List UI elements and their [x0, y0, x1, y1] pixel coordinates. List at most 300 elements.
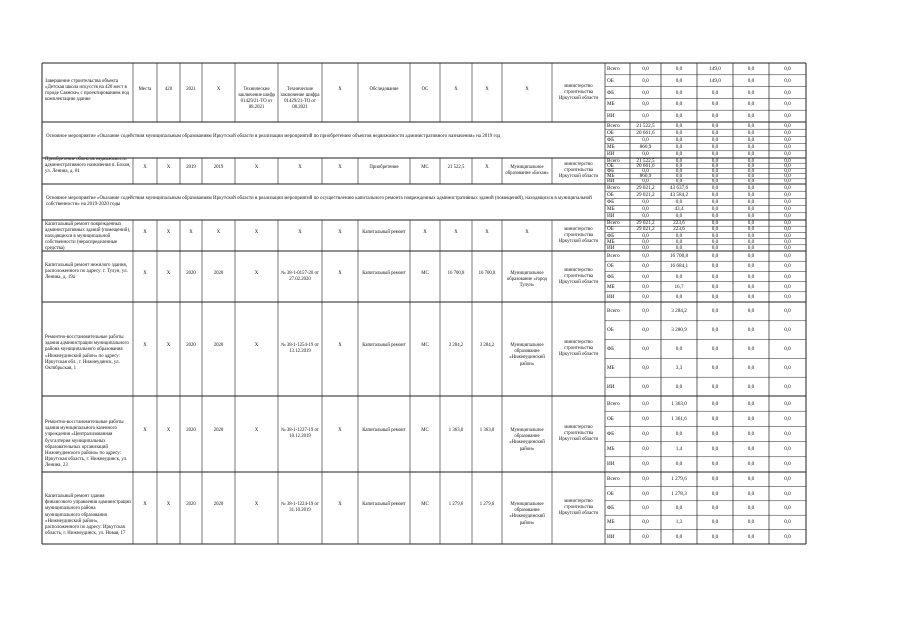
fin-label: ОБ — [607, 327, 614, 334]
fin-value: 0,0 — [747, 206, 755, 213]
fin-label: МБ — [607, 364, 615, 371]
fin-value: 0,0 — [747, 253, 755, 260]
fin-value: 0,0 — [642, 476, 649, 483]
fin-value: 0,0 — [642, 244, 649, 251]
attribute-cell: Муниципальное образование «Нижнеудинский район» — [509, 343, 545, 367]
fin-value: 0,0 — [675, 65, 683, 72]
attribute-cell: Х — [338, 343, 342, 348]
fin-value: 0,0 — [784, 519, 791, 526]
attribute-cell: Х — [216, 229, 221, 235]
attribute-cell: Х — [298, 165, 302, 170]
fin-value: 0,0 — [711, 184, 719, 191]
fin-value: 223,6 — [673, 226, 685, 233]
fin-value: 29 021,2 — [636, 184, 655, 191]
attribute-cell: Капитальный ремонт — [362, 343, 406, 348]
attribute-cell: Х — [166, 165, 171, 170]
attribute-cell: Х — [338, 86, 342, 92]
attribute-cell: Х — [254, 270, 259, 276]
fin-value: 0,0 — [675, 122, 683, 129]
attribute-cell: МС — [421, 502, 429, 507]
attribute-cell: Х — [423, 229, 427, 235]
fin-value: 0,0 — [784, 226, 791, 233]
attribute-cell: 1 279,6 — [479, 502, 495, 507]
attribute-cell: № 38-1-0157-20 от 27.02.2020 — [281, 270, 319, 282]
attribute-cell: № 38-1-1254-19 от 13.12.2019 — [281, 343, 319, 355]
fin-label: ОБ — [607, 129, 614, 136]
fin-value: 0,0 — [747, 157, 755, 164]
fin-value: 0,0 — [747, 238, 755, 245]
fin-value: 0,0 — [784, 308, 791, 315]
ministry-cell: министерство строительства Иркутской области — [558, 162, 599, 180]
fin-value: 0,0 — [675, 383, 683, 390]
fin-value: 0,0 — [784, 232, 791, 239]
attribute-cell: 2020 — [186, 428, 196, 433]
fin-value: 0,0 — [675, 151, 683, 158]
fin-value: 0,0 — [784, 173, 791, 180]
fin-value: 1,4 — [675, 446, 683, 453]
fin-value: 0,0 — [642, 505, 649, 511]
fin-value: 0,0 — [711, 101, 719, 108]
fin-value: 0,0 — [784, 213, 791, 220]
attribute-cell: 2019 — [186, 165, 196, 170]
attribute-cell: № 38-1-1237-19 от 10.12.2019 — [281, 428, 319, 440]
fin-value: 0,0 — [784, 273, 791, 280]
fin-value: 0,0 — [642, 446, 649, 453]
fin-value: 0,0 — [747, 199, 755, 205]
fin-value: 0,0 — [711, 273, 719, 280]
attribute-cell: МС — [421, 165, 429, 170]
fin-value: 0,0 — [784, 238, 791, 245]
fin-value: 0,0 — [675, 101, 683, 108]
fin-value: 0,0 — [675, 505, 683, 511]
fin-value: 0,0 — [747, 364, 755, 371]
attribute-cell: МС — [421, 270, 429, 276]
attribute-cell: 2019 — [213, 165, 224, 170]
fin-value: 0,0 — [642, 199, 649, 205]
fin-value: 0,0 — [711, 476, 719, 483]
fin-value: 0,0 — [784, 157, 791, 164]
fin-value: 0,0 — [675, 173, 683, 180]
fin-value: 0,0 — [784, 461, 791, 468]
attribute-cell: Х — [485, 229, 489, 235]
fin-value: 0,0 — [675, 89, 683, 96]
attribute-cell: 2020 — [213, 343, 224, 348]
fin-value: 0,0 — [747, 77, 755, 84]
fin-value: 0,0 — [711, 220, 719, 227]
fin-value: 0,0 — [711, 213, 719, 220]
fin-value: 0,0 — [711, 226, 719, 233]
fin-label: ОБ — [607, 226, 614, 233]
ministry-cell: министерство строительства Иркутской области — [558, 340, 599, 358]
fin-value: 0,0 — [642, 263, 649, 270]
fin-value: 860,9 — [639, 173, 652, 180]
fin-value: 0,0 — [784, 184, 791, 191]
fin-value: 0,0 — [747, 273, 755, 280]
fin-label: МБ — [607, 238, 615, 245]
ministry-cell: министерство строительства Иркутской области — [558, 226, 599, 244]
fin-value: 0,0 — [784, 244, 791, 251]
fin-value: 0,0 — [747, 220, 755, 227]
fin-value: 0,0 — [711, 400, 719, 407]
attribute-cell: 16 700,8 — [478, 270, 496, 276]
fin-value: 20 661,6 — [636, 129, 655, 136]
fin-value: 0,0 — [784, 431, 791, 437]
fin-value: 0,0 — [642, 77, 649, 84]
fin-label: ФБ — [607, 168, 615, 174]
attribute-cell: 1 363,0 — [448, 428, 464, 433]
fin-value: 149,0 — [709, 77, 721, 84]
fin-label: МБ — [607, 144, 615, 151]
fin-value: 0,0 — [675, 129, 683, 136]
fin-value: 0,0 — [747, 519, 755, 526]
fin-value: 0,0 — [784, 346, 791, 352]
fin-value: 0,0 — [784, 89, 791, 96]
fin-value: 0,0 — [711, 137, 719, 143]
fin-value: 0,0 — [711, 263, 719, 270]
attribute-cell: Х — [216, 86, 221, 92]
fin-label: МБ — [607, 283, 615, 290]
fin-value: 0,0 — [642, 308, 649, 315]
fin-value: 0,0 — [711, 122, 719, 129]
fin-value: 0,0 — [642, 533, 649, 540]
fin-value: 16 684,1 — [669, 263, 689, 270]
fin-label: МБ — [607, 519, 615, 526]
fin-value: 21 522,5 — [636, 157, 655, 164]
fin-value: 16 700,8 — [669, 253, 689, 260]
fin-value: 0,0 — [747, 446, 755, 453]
object-name: Приобретение объектов недвижимости административного назначения п. Бохан, ул. Ленина, д. 81 — [45, 157, 131, 175]
fin-value: 1 278,3 — [671, 490, 687, 497]
fin-value: 43,4 — [674, 206, 684, 213]
fin-value: 0,0 — [675, 461, 683, 468]
fin-value: 0,0 — [784, 476, 791, 483]
fin-value: 0,0 — [642, 65, 649, 72]
fin-value: 0,0 — [642, 327, 649, 334]
fin-value: 0,0 — [642, 283, 649, 290]
object-name: Капитальный ремонт поврежденных административных зданий (помещений), находящихся в муниципальной собственности (нераспределенные средства) — [45, 221, 131, 252]
fin-value: 21 522,5 — [636, 122, 655, 129]
fin-value: 0,0 — [711, 191, 719, 198]
fin-value: 0,0 — [642, 232, 649, 239]
attribute-cell: 3 284,2 — [479, 343, 495, 348]
attribute-cell: 3 284,2 — [448, 343, 464, 348]
fin-value: 0,0 — [747, 113, 755, 120]
fin-label: Всего — [607, 253, 620, 260]
fin-value: 0,0 — [784, 113, 791, 120]
fin-value: 0,0 — [711, 346, 719, 352]
fin-value: 0,0 — [675, 77, 683, 84]
fin-value: 0,0 — [747, 415, 755, 422]
attribute-cell: 2020 — [213, 270, 224, 276]
object-name: Завершение строительства объекта «Детская школа искусств на 420 мест в городе Саянске» с проектированием под комплектацию здание — [45, 78, 130, 103]
fin-value: 0,0 — [642, 101, 649, 108]
fin-value: 0,0 — [711, 113, 719, 120]
fin-value: 0,0 — [711, 364, 719, 371]
ministry-cell: министерство строительства Иркутской области — [558, 499, 599, 517]
attribute-cell: 2020 — [186, 343, 196, 348]
fin-value: 0,0 — [747, 137, 755, 143]
fin-value: 0,0 — [747, 431, 755, 437]
fin-value: 0,0 — [711, 168, 719, 174]
fin-value: 0,0 — [642, 238, 649, 245]
attribute-cell: Х — [338, 270, 342, 276]
attribute-cell: Х — [143, 229, 147, 235]
attribute-cell: МС — [421, 428, 429, 433]
fin-value: 0,0 — [642, 137, 649, 143]
object-name: Ремонтно-восстановительные работы здания администрации муниципального района муниципального образования «Нижнеудинский район» по адресу: Иркутская обл., г. Нижнеудинск, ул. Октябрьская, 1 — [45, 335, 129, 372]
fin-label: ИИ — [607, 461, 615, 468]
fin-value: 0,0 — [642, 383, 649, 390]
fin-value: 0,0 — [784, 168, 791, 174]
attribute-cell: 2020 — [213, 428, 224, 433]
object-name: Ремонтно-восстановительные работы здания муниципального казенного учреждения «Централизованная бухгалтерия муниципальных образовательных организаций Нижнеудинского района» по адресу: Иркутская область, г. Нижнеудинск, ул. Ленина, 23 — [45, 420, 128, 469]
fin-value: 3 280,9 — [671, 327, 687, 334]
attribute-cell: Х — [298, 229, 302, 235]
fin-value: 0,0 — [784, 129, 791, 136]
fin-label: ОБ — [607, 162, 614, 169]
attribute-cell: Х — [143, 165, 147, 170]
attribute-cell: Х — [166, 502, 171, 507]
fin-value: 0,0 — [711, 446, 719, 453]
fin-label: МБ — [607, 173, 615, 180]
fin-value: 0,0 — [747, 346, 755, 352]
attribute-cell: Муниципальное образование «Нижнеудинский район» — [509, 502, 545, 526]
fin-value: 0,0 — [675, 244, 683, 251]
fin-value: 0,0 — [711, 89, 719, 96]
fin-label: Всего — [607, 476, 620, 483]
attribute-cell: 1 279,6 — [448, 502, 464, 507]
fin-value: 0,0 — [675, 431, 683, 437]
attribute-cell: Места — [138, 86, 152, 92]
fin-value: 0,0 — [784, 505, 791, 511]
attribute-cell: Х — [189, 229, 193, 235]
fin-value: 0,0 — [711, 162, 719, 169]
fin-value: 0,0 — [675, 346, 683, 352]
fin-value: 29 021,2 — [636, 191, 655, 198]
attribute-cell: № 38-1-1224-19 от 31.10.2019 — [281, 502, 319, 514]
attribute-cell: Х — [525, 229, 529, 235]
fin-value: 0,0 — [711, 253, 719, 260]
fin-value: 0,0 — [784, 446, 791, 453]
attribute-cell: Х — [485, 165, 489, 170]
attribute-cell: Х — [338, 165, 342, 170]
fin-value: 0,0 — [711, 490, 719, 497]
fin-label: МБ — [607, 206, 615, 213]
fin-value: 0,0 — [784, 293, 791, 300]
fin-label: Всего — [607, 308, 620, 315]
fin-value: 0,0 — [784, 144, 791, 151]
fin-label: ИИ — [607, 113, 615, 120]
fin-value: 3,3 — [675, 364, 683, 371]
fin-label: ИИ — [607, 533, 615, 540]
fin-value: 0,0 — [642, 346, 649, 352]
fin-label: ИИ — [607, 244, 615, 251]
attribute-cell: Х — [166, 343, 171, 348]
attribute-cell: Х — [485, 86, 489, 92]
fin-label: ОБ — [607, 191, 614, 198]
attribute-cell: Муниципальное образование «Нижнеудинский район» — [509, 428, 545, 452]
object-name: Капитальный ремонт нежилого здания, расположенного по адресу: г. Тулун, ул. Ленина, д. 19а — [45, 262, 128, 280]
attribute-cell: Приобретение — [369, 165, 399, 170]
fin-label: Всего — [607, 184, 620, 191]
fin-value: 0,0 — [711, 178, 719, 185]
fin-value: 0,0 — [642, 519, 649, 526]
attribute-cell: Муниципальное образование «город Тулун» — [506, 270, 548, 288]
fin-value: 0,0 — [747, 129, 755, 136]
fin-value: 0,0 — [711, 327, 719, 334]
fin-label: ФБ — [607, 431, 615, 437]
fin-value: 0,0 — [642, 206, 649, 213]
fin-value: 0,0 — [711, 308, 719, 315]
attribute-cell: ОС — [421, 86, 429, 92]
fin-value: 0,0 — [784, 101, 791, 108]
fin-label: ФБ — [607, 89, 615, 96]
ministry-cell: министерство строительства Иркутской области — [558, 83, 599, 101]
fin-value: 0,0 — [675, 199, 683, 205]
fin-value: 0,0 — [642, 490, 649, 497]
fin-value: 0,0 — [747, 293, 755, 300]
section-heading: Основное мероприятие «Оказание содействия муниципальным образованиям Иркутской области в реализации мероприятий по осуществлению капитального ремонта поврежденных административных зданий (помещений), находящихся в муниципальной собственности» на 2019-2020 годы — [46, 196, 592, 208]
fin-value: 0,0 — [747, 400, 755, 407]
fin-value: 0,0 — [747, 308, 755, 315]
fin-value: 0,0 — [711, 157, 719, 164]
attribute-cell: Х — [254, 229, 259, 235]
attribute-cell: Капитальный ремонт — [362, 270, 406, 276]
fin-value: 0,0 — [784, 533, 791, 540]
fin-value: 0,0 — [784, 220, 791, 227]
fin-value: 0,0 — [711, 151, 719, 158]
fin-value: 0,0 — [784, 490, 791, 497]
fin-value: 0,0 — [747, 232, 755, 239]
fin-value: 0,0 — [675, 533, 683, 540]
attribute-cell: Технические заключение шифр 01429/21-ТО от 08.2021 — [238, 86, 275, 111]
attribute-cell: Х — [254, 165, 259, 170]
fin-value: 0,0 — [642, 364, 649, 371]
fin-value: 0,0 — [784, 263, 791, 270]
attribute-cell: 2020 — [186, 502, 196, 507]
fin-value: 0,0 — [675, 178, 683, 185]
fin-value: 0,0 — [675, 162, 683, 169]
attribute-cell: Х — [254, 343, 259, 348]
fin-value: 0,0 — [747, 101, 755, 108]
fin-value: 0,0 — [747, 173, 755, 180]
fin-value: 0,0 — [747, 213, 755, 220]
fin-value: 43 637,6 — [669, 184, 689, 191]
fin-label: ИИ — [607, 213, 615, 220]
fin-value: 223,6 — [673, 220, 685, 227]
fin-value: 0,0 — [747, 122, 755, 129]
fin-value: 0,0 — [784, 122, 791, 129]
fin-value: 0,0 — [675, 293, 683, 300]
attribute-cell: Технические заключение шифра 01429/21-ТО от 08.2021 — [280, 86, 320, 111]
attribute-cell: Капитальный ремонт — [362, 502, 406, 507]
attribute-cell: Х — [254, 502, 259, 507]
fin-value: 0,0 — [642, 89, 649, 96]
fin-value: 0,0 — [675, 168, 683, 174]
fin-value: 0,0 — [747, 461, 755, 468]
fin-value: 29 021,2 — [636, 220, 655, 227]
fin-value: 0,0 — [642, 461, 649, 468]
fin-label: ФБ — [607, 346, 615, 352]
fin-label: МБ — [607, 446, 615, 453]
section-heading: Основное мероприятие «Оказание содействия муниципальным образованиям Иркутской области в реализации мероприятий по приобретению объектов недвижимости административного назначения» на 2019 год — [46, 134, 501, 139]
fin-value: 0,0 — [784, 77, 791, 84]
fin-value: 0,0 — [711, 238, 719, 245]
fin-value: 0,0 — [675, 232, 683, 239]
fin-value: 0,0 — [711, 415, 719, 422]
fin-label: ОБ — [607, 263, 614, 270]
fin-label: ОБ — [607, 415, 614, 422]
fin-label: ИИ — [607, 293, 615, 300]
fin-value: 0,0 — [784, 199, 791, 205]
ministry-cell: министерство строительства Иркутской области — [558, 425, 599, 443]
fin-value: 0,0 — [784, 253, 791, 260]
fin-value: 0,0 — [642, 178, 649, 185]
fin-value: 0,0 — [747, 490, 755, 497]
fin-value: 0,0 — [711, 505, 719, 511]
fin-value: 0,0 — [747, 476, 755, 483]
fin-value: 0,0 — [675, 273, 683, 280]
fin-value: 0,0 — [784, 137, 791, 143]
fin-value: 0,0 — [784, 400, 791, 407]
attribute-cell: Х — [338, 502, 342, 507]
fin-value: 0,0 — [747, 283, 755, 290]
attribute-cell: Х — [143, 270, 147, 276]
attribute-cell: Муниципальное образование «Бохан» — [505, 165, 549, 177]
fin-value: 0,0 — [642, 151, 649, 158]
fin-value: 0,0 — [784, 65, 791, 72]
fin-value: 0,0 — [747, 505, 755, 511]
fin-value: 0,0 — [675, 157, 683, 164]
attribute-cell: 2021 — [186, 86, 196, 92]
attribute-cell: Х — [525, 86, 529, 92]
attribute-cell: Х — [143, 428, 147, 433]
fin-value: 0,0 — [675, 238, 683, 245]
fin-value: 860,9 — [639, 144, 652, 151]
fin-value: 0,0 — [711, 199, 719, 205]
attribute-cell: Обследование — [369, 86, 399, 92]
fin-value: 0,0 — [642, 293, 649, 300]
fin-label: ФБ — [607, 505, 615, 511]
fin-value: 0,0 — [642, 253, 649, 260]
fin-label: ОБ — [607, 77, 614, 84]
attribute-cell: Капитальный ремонт — [362, 428, 406, 433]
attribute-cell: Х — [338, 428, 342, 433]
fin-value: 0,0 — [784, 178, 791, 185]
attribute-cell: 2020 — [186, 270, 196, 276]
attribute-cell: Х — [454, 229, 458, 235]
fin-value: 0,0 — [675, 213, 683, 220]
fin-label: ИИ — [607, 383, 615, 390]
fin-value: 0,0 — [711, 283, 719, 290]
fin-value: 0,0 — [784, 364, 791, 371]
fin-value: 0,0 — [642, 273, 649, 280]
fin-value: 0,0 — [784, 162, 791, 169]
fin-value: 1 279,6 — [671, 476, 687, 483]
fin-value: 0,0 — [711, 206, 719, 213]
fin-value: 0,0 — [711, 173, 719, 180]
fin-value: 0,0 — [747, 162, 755, 169]
fin-value: 0,0 — [747, 89, 755, 96]
attribute-cell: 21 522,5 — [447, 165, 465, 170]
fin-value: 0,0 — [784, 283, 791, 290]
fin-value: 3 284,2 — [671, 308, 687, 315]
fin-value: 0,0 — [711, 461, 719, 468]
fin-value: 0,0 — [675, 137, 683, 143]
fin-value: 0,0 — [675, 144, 683, 151]
fin-label: МБ — [607, 101, 615, 108]
attribute-cell: Х — [166, 428, 171, 433]
